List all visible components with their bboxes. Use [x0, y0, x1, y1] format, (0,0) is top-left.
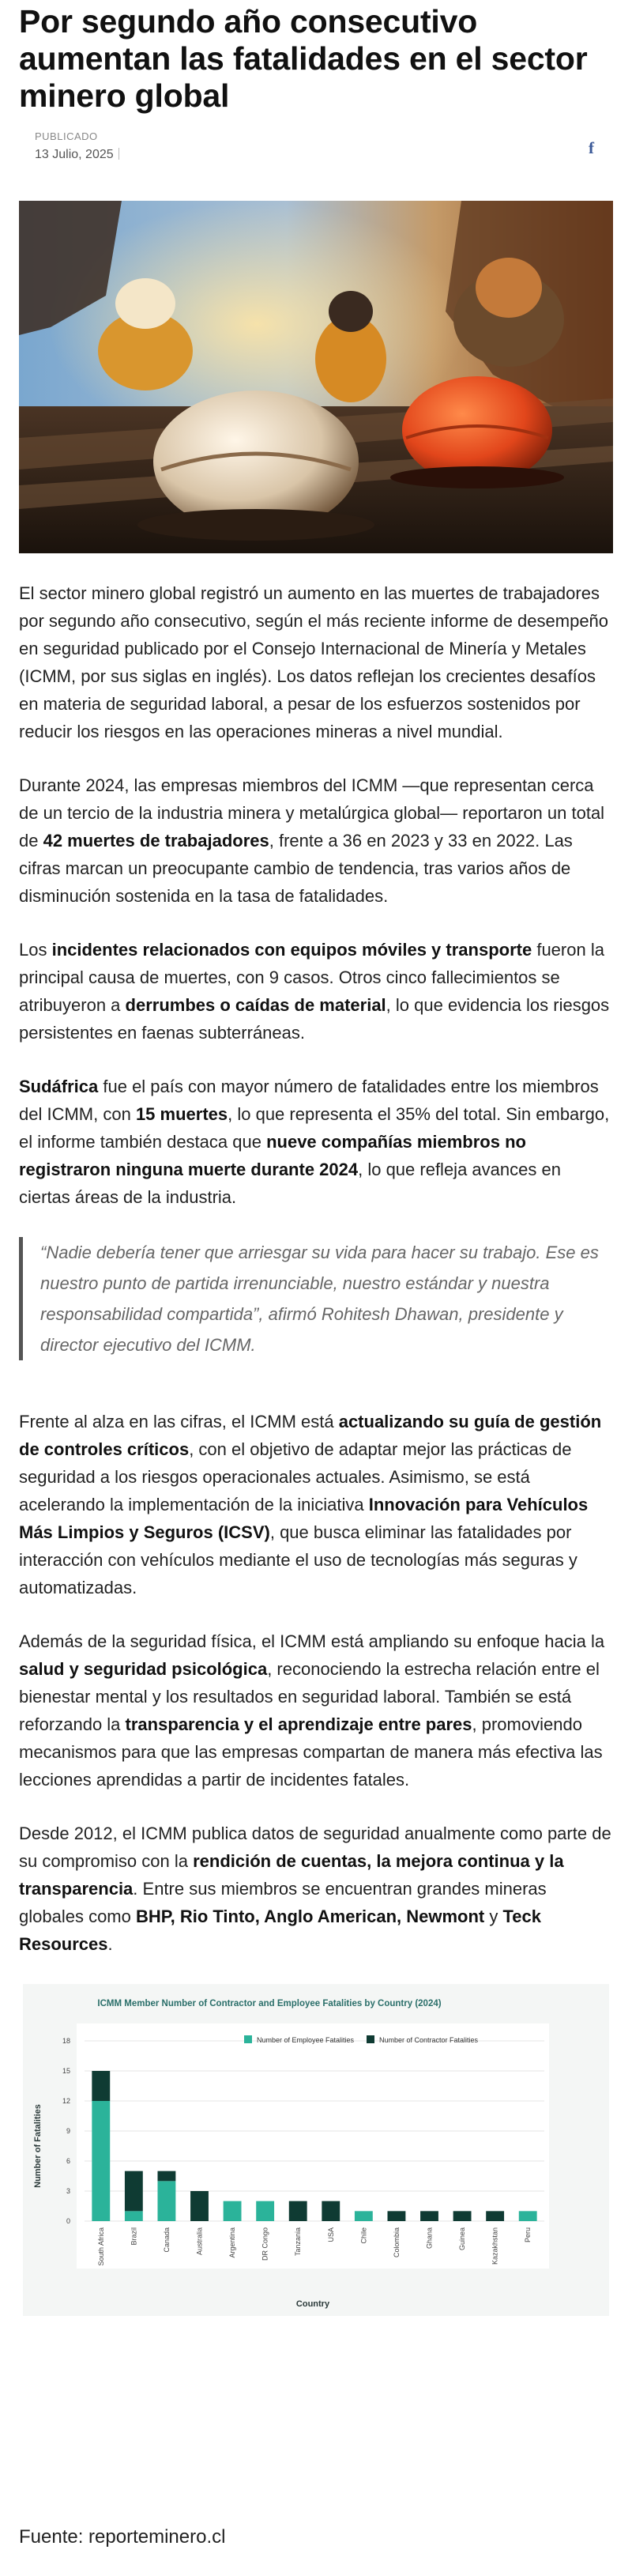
- bar-employee: [125, 2211, 143, 2221]
- bar-employee: [224, 2201, 242, 2221]
- bar-contractor: [453, 2211, 472, 2221]
- bar-contractor: [387, 2211, 405, 2221]
- chart-title: ICMM Member Number of Contractor and Employee Fatalities by Country (2024): [97, 1999, 442, 2008]
- bar-employee: [355, 2211, 373, 2221]
- legend-swatch: [367, 2035, 374, 2043]
- x-tick-label: South Africa: [96, 2227, 105, 2266]
- y-tick-label: 6: [66, 2157, 70, 2165]
- x-tick-label: Tanzania: [294, 2227, 303, 2257]
- y-tick-label: 3: [66, 2187, 70, 2195]
- x-axis-label: Country: [295, 2299, 330, 2309]
- paragraph-1: El sector minero global registró un aumento en las muertes de trabajadores por segundo año consecutivo, según el más reciente informe de desempeño en seguridad publicado por el Consejo Internacional de Minería y Metales (ICMM, por sus siglas en inglés). Los datos reflejan los crecientes desafíos en materia de seguridad laboral, a pesar de los esfuerzos sostenidos por reducir los riesgos en las operaciones mineras a nivel mundial.: [19, 583, 609, 741]
- fatalities-chart-svg: [23, 1984, 609, 2316]
- x-tick-label: Chile: [359, 2227, 368, 2244]
- y-tick-label: 0: [66, 2217, 70, 2225]
- bar-employee: [519, 2211, 537, 2221]
- x-tick-label: DR Congo: [261, 2227, 269, 2261]
- x-tick-label: Australia: [195, 2227, 204, 2256]
- x-tick-label: Peru: [524, 2227, 532, 2243]
- legend-label: Number of Employee Fatalities: [257, 2036, 355, 2044]
- bar-contractor: [157, 2171, 175, 2182]
- facebook-icon[interactable]: f: [589, 138, 594, 157]
- plot-area: [77, 2023, 549, 2269]
- bar-employee: [92, 2101, 110, 2221]
- paragraph-6: Además de la seguridad física, el ICMM está ampliando su enfoque hacia la salud y seguridad psicológica, reconociendo la estrecha relación entre el bienestar mental y los resultados en seguridad laboral. También se está reforzando la transparencia y el aprendizaje entre pares, promoviendo mecanismos para que las empresas compartan de manera más efectiva las lecciones aprendidas a partir de incidentes fatales.: [19, 1631, 605, 1790]
- x-tick-label: Colombia: [392, 2227, 401, 2258]
- bar-contractor: [289, 2201, 307, 2221]
- y-tick-label: 15: [62, 2067, 70, 2075]
- x-tick-label: Guinea: [458, 2227, 467, 2251]
- published-label: PUBLICADO: [35, 130, 98, 142]
- bar-contractor: [420, 2211, 438, 2221]
- fatalities-chart: [23, 1984, 609, 2316]
- article-meta: [19, 130, 613, 175]
- y-tick-label: 18: [62, 2037, 70, 2045]
- x-tick-label: Argentina: [228, 2227, 237, 2258]
- source-credit: Fuente: reporteminero.cl: [19, 2526, 226, 2548]
- legend-swatch: [244, 2035, 252, 2043]
- y-axis-label: Number of Fatalities: [33, 2104, 43, 2188]
- paragraph-2: Durante 2024, las empresas miembros del ICMM —que representan cerca de un tercio de la industria minera y metalúrgica global— reportaron un total de 42 muertes de trabajadores, frente a 36 en 2023 y 33 en 2022. Las cifras marcan un preocupante cambio de tendencia, tras varios años de disminución sostenida en la tasa de fatalidades.: [19, 775, 605, 906]
- pull-quote: “Nadie debería tener que arriesgar su vida para hacer su trabajo. Ese es nuestro punto de partida irrenunciable, nuestro estándar y nuestra responsabilidad compartida”, afirmó Rohitesh Dhawan, presidente y director ejecutivo del ICMM.: [19, 1237, 613, 1360]
- paragraph-3: Los incidentes relacionados con equipos móviles y transporte fueron la principal causa de muertes, con 9 casos. Otros cinco fallecimientos se atribuyeron a derrumbes o caídas de material, lo que evidencia los riesgos persistentes en faenas subterráneas.: [19, 940, 610, 1043]
- legend-label: Number of Contractor Fatalities: [379, 2036, 479, 2044]
- x-tick-label: Ghana: [425, 2227, 434, 2250]
- bar-contractor: [322, 2201, 340, 2221]
- y-tick-label: 9: [66, 2127, 70, 2135]
- paragraph-7: Desde 2012, el ICMM publica datos de seguridad anualmente como parte de su compromiso con la rendición de cuentas, la mejora continua y la transparencia. Entre sus miembros se encuentran grandes mineras globales como BHP, Rio Tinto, Anglo American, Newmont y Teck Resources.: [19, 1824, 611, 1954]
- x-tick-label: USA: [326, 2227, 335, 2242]
- y-tick-label: 12: [62, 2097, 70, 2105]
- x-tick-label: Canada: [162, 2227, 171, 2253]
- miners-helmets-photo: [19, 201, 613, 553]
- bar-contractor: [486, 2211, 504, 2221]
- article-title: Por segundo año consecutivo aumentan las fatalidades en el sector minero global: [19, 3, 588, 114]
- paragraph-4: Sudáfrica fue el país con mayor número de fatalidades entre los miembros del ICMM, con 15 muertes, lo que representa el 35% del total. Sin embargo, el informe también destaca que nueve compañías miembros no registraron ninguna muerte durante 2024, lo que refleja avances en ciertas áreas de la industria.: [19, 1077, 610, 1207]
- x-tick-label: Kazakhstan: [491, 2227, 499, 2265]
- bar-contractor: [92, 2071, 110, 2101]
- paragraph-5: Frente al alza en las cifras, el ICMM está actualizando su guía de gestión de controles críticos, con el objetivo de adaptar mejor las prácticas de seguridad a los riesgos operacionales actuales. Asimismo, se está acelerando la implementación de la iniciativa Innovación para Vehículos Más Limpios y Seguros (ICSV), que busca eliminar las fatalidades por interacción con vehículos mediante el uso de tecnologías más seguras y automatizadas.: [19, 1412, 602, 1597]
- hero-image: [19, 201, 613, 553]
- x-tick-label: Brazil: [130, 2227, 138, 2246]
- publish-date: 13 Julio, 2025: [35, 148, 119, 162]
- article-body: [19, 579, 613, 2316]
- bar-employee: [256, 2201, 274, 2221]
- bar-contractor: [190, 2191, 209, 2221]
- bar-employee: [157, 2181, 175, 2221]
- bar-contractor: [125, 2171, 143, 2212]
